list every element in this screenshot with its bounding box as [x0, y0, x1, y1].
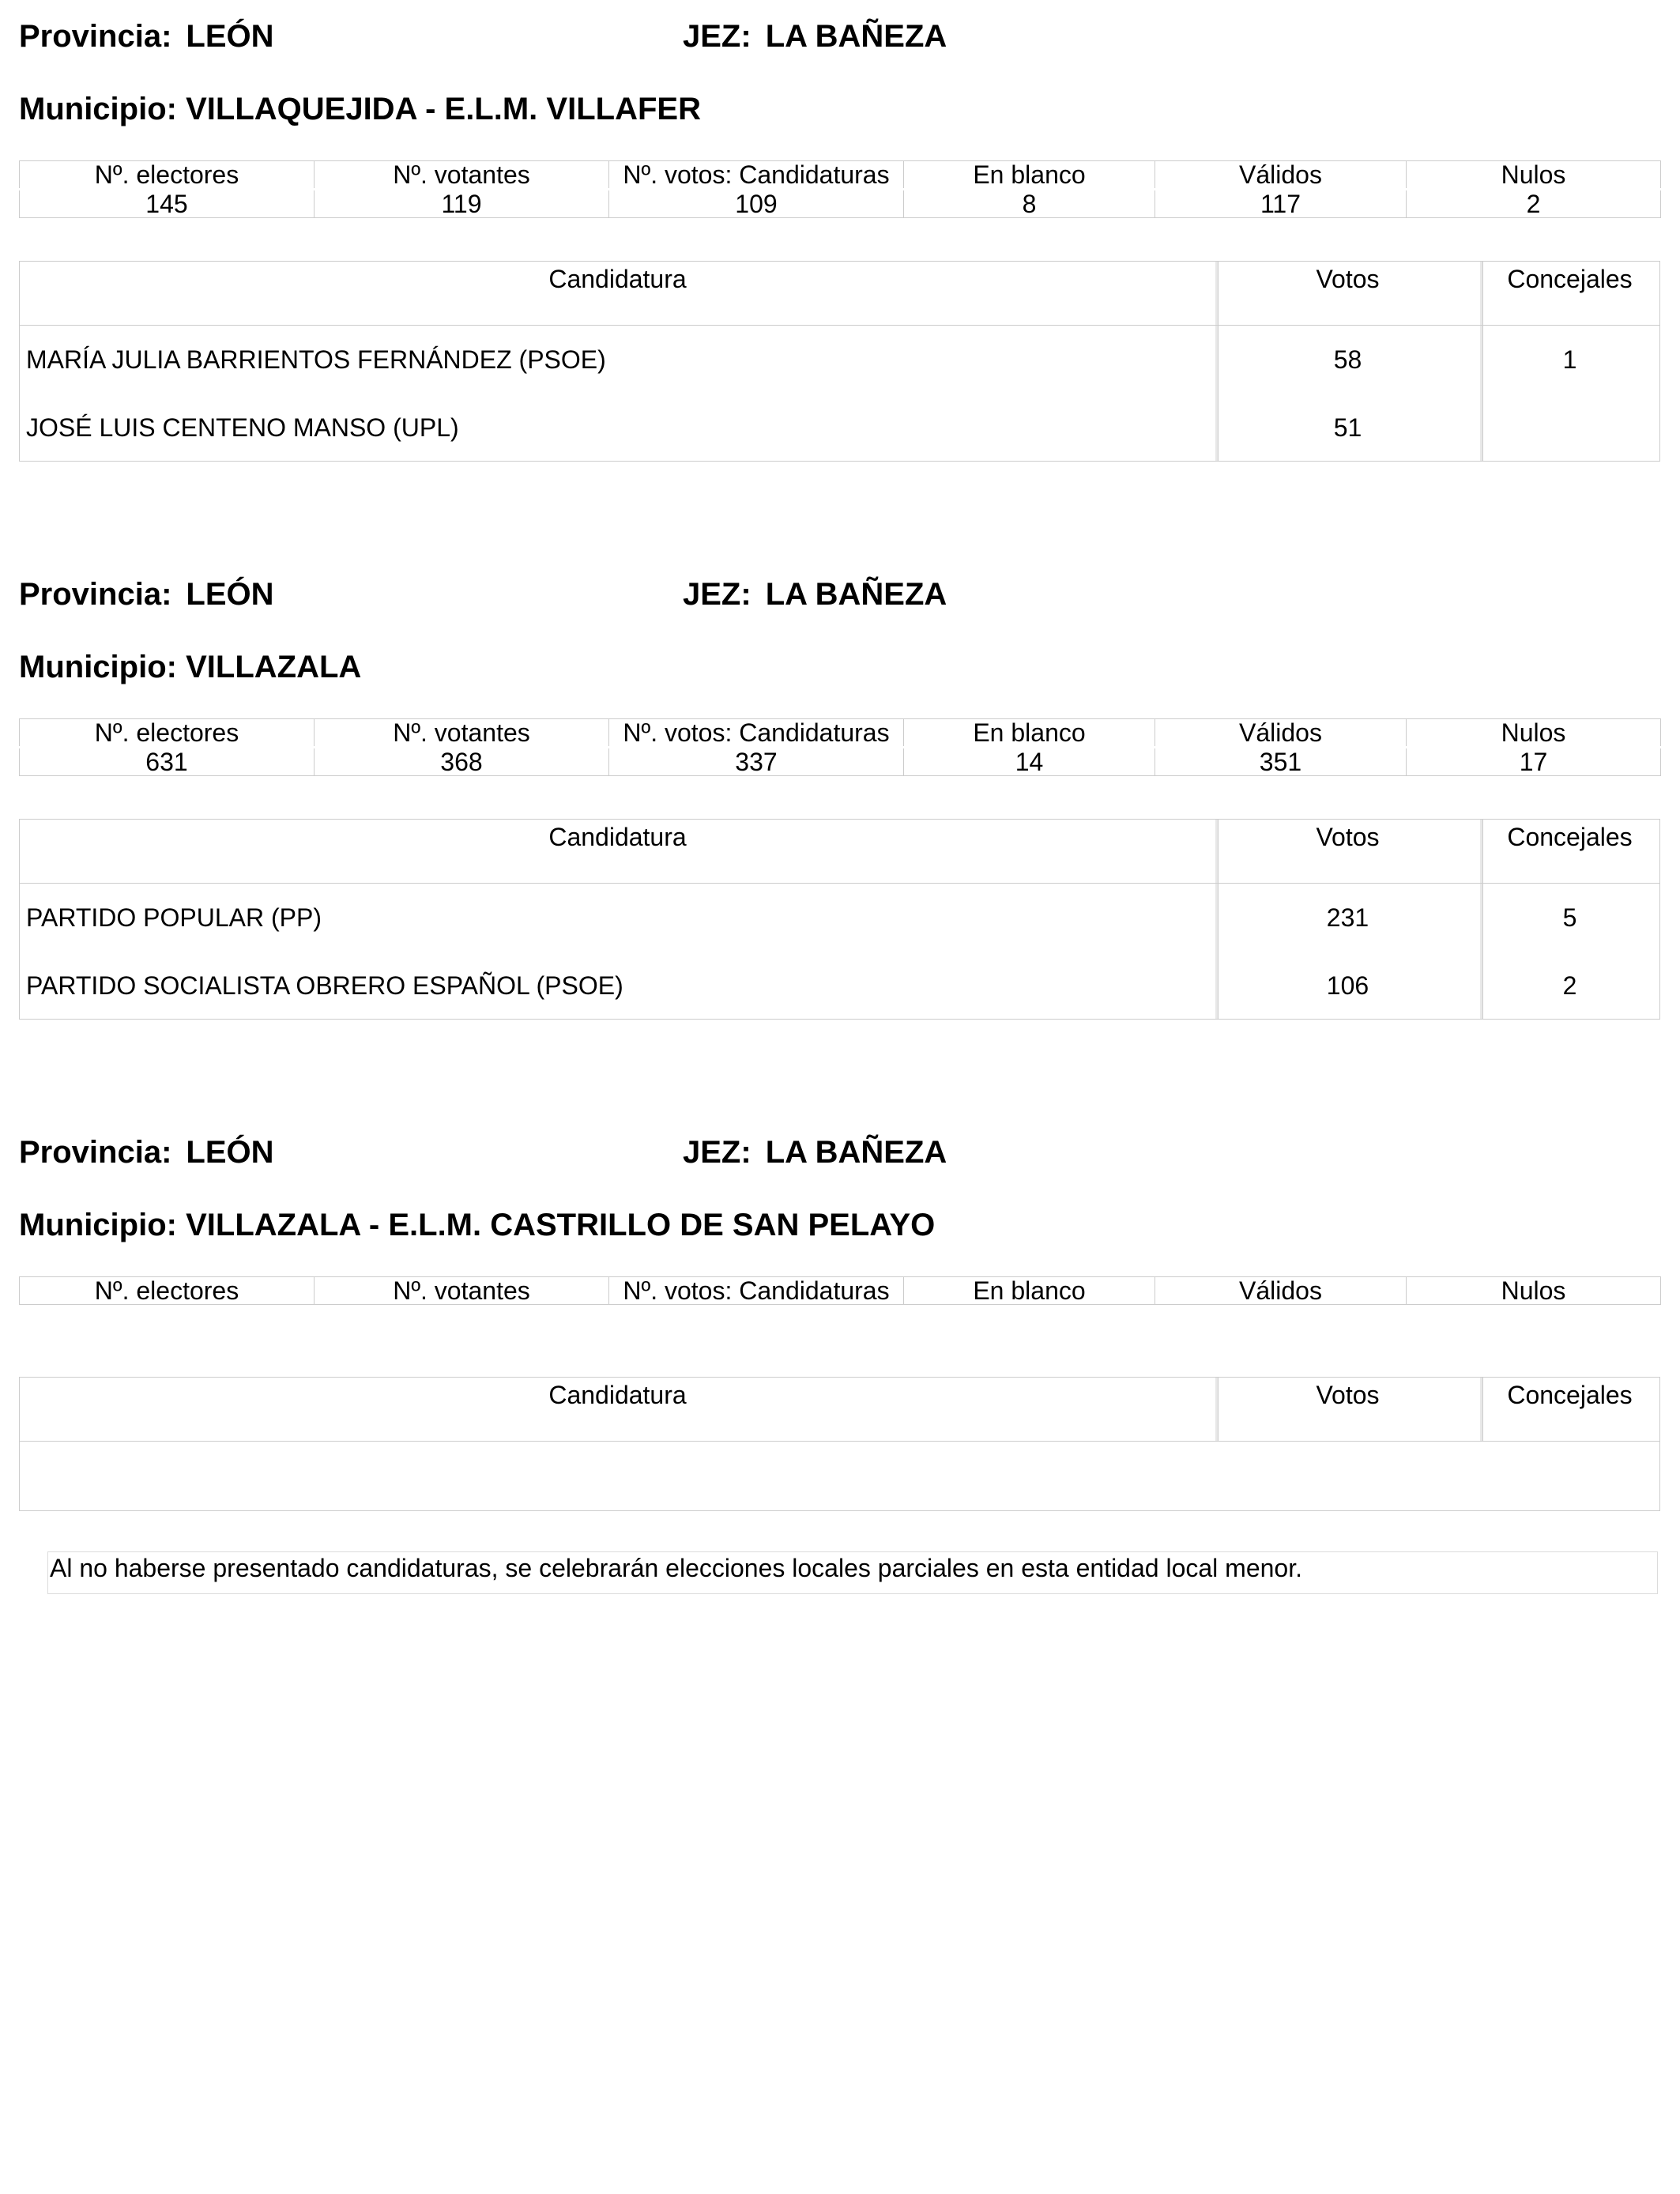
col-electores: Nº. electores: [20, 719, 315, 748]
col-blanco: En blanco: [904, 161, 1155, 190]
val-blanco: 14: [904, 748, 1155, 776]
header-candidatura: Candidatura: [548, 823, 687, 851]
municipio-value: VILLAQUEJIDA - E.L.M. VILLAFER: [186, 92, 701, 126]
candidate-name: MARÍA JULIA BARRIENTOS FERNÁNDEZ (PSOE): [26, 345, 606, 374]
col-votantes: Nº. votantes: [315, 161, 609, 190]
col-votantes: Nº. votantes: [315, 719, 609, 748]
municipio-value: VILLAZALA - E.L.M. CASTRILLO DE SAN PELAYO: [186, 1208, 936, 1242]
col-blanco: En blanco: [904, 1277, 1155, 1305]
candidate-row: [20, 393, 1659, 461]
header-candidatura: Candidatura: [548, 265, 687, 293]
stats-values-row: [20, 748, 1661, 776]
stats-table: [19, 718, 1661, 776]
header-votos: Votos: [1316, 265, 1380, 293]
candidate-name: JOSÉ LUIS CENTENO MANSO (UPL): [26, 413, 459, 442]
municipio-section-2: [0, 558, 1680, 1111]
provincia-value: LEÓN: [186, 19, 274, 54]
jez-value: LA BAÑEZA: [765, 19, 947, 54]
municipio-value: VILLAZALA: [186, 650, 362, 684]
candidate-name: PARTIDO POPULAR (PP): [26, 903, 322, 932]
val-electores: 145: [20, 190, 315, 218]
col-validos: Válidos: [1155, 719, 1407, 748]
candidate-votos: 106: [1326, 971, 1369, 1000]
col-candidaturas: Nº. votos: Candidaturas: [609, 719, 904, 748]
municipio-label: Municipio:: [19, 650, 177, 684]
col-candidaturas: Nº. votos: Candidaturas: [609, 1277, 904, 1305]
municipio-label: Municipio:: [19, 92, 177, 126]
jez-value: LA BAÑEZA: [765, 577, 947, 612]
val-validos: 351: [1155, 748, 1407, 776]
col-votantes: Nº. votantes: [315, 1277, 609, 1305]
provincia-value: LEÓN: [186, 577, 274, 612]
provincia-line: [19, 577, 274, 613]
notice-text: Al no haberse presentado candidaturas, se celebrarán elecciones locales parciales en esta entidad local menor.: [47, 1551, 1658, 1594]
candidaturas-table: [19, 819, 1660, 1020]
candidaturas-table: [19, 261, 1660, 462]
candidate-votos: 58: [1333, 345, 1362, 374]
stats-header-row: [20, 719, 1661, 748]
candidate-row: [20, 883, 1659, 951]
val-electores: 631: [20, 748, 315, 776]
val-blanco: 8: [904, 190, 1155, 218]
provincia-line: [19, 19, 274, 55]
col-blanco: En blanco: [904, 719, 1155, 748]
val-candidaturas: 337: [609, 748, 904, 776]
val-votantes: 119: [315, 190, 609, 218]
col-validos: Válidos: [1155, 161, 1407, 190]
stats-header-row: [20, 1277, 1661, 1305]
val-nulos: 17: [1407, 748, 1661, 776]
header-concejales: Concejales: [1507, 265, 1633, 293]
jez-label: JEZ:: [683, 19, 751, 54]
municipio-line: [19, 92, 701, 127]
jez-label: JEZ:: [683, 1135, 751, 1170]
jez-value: LA BAÑEZA: [765, 1135, 947, 1170]
jez-line: [683, 577, 947, 613]
stats-header-row: [20, 161, 1661, 190]
header-concejales: Concejales: [1507, 1381, 1633, 1409]
header-votos: Votos: [1316, 1381, 1380, 1409]
candidaturas-header: [20, 1378, 1659, 1442]
candidate-name: PARTIDO SOCIALISTA OBRERO ESPAÑOL (PSOE): [26, 971, 623, 1000]
jez-label: JEZ:: [683, 577, 751, 612]
col-electores: Nº. electores: [20, 161, 315, 190]
candidate-concejales: 2: [1562, 971, 1577, 1000]
val-nulos: 2: [1407, 190, 1661, 218]
municipio-line: [19, 650, 361, 685]
provincia-label: Provincia:: [19, 577, 172, 612]
val-candidaturas: 109: [609, 190, 904, 218]
provincia-line: [19, 1135, 274, 1171]
col-electores: Nº. electores: [20, 1277, 315, 1305]
val-votantes: 368: [315, 748, 609, 776]
municipio-label: Municipio:: [19, 1208, 177, 1242]
candidaturas-header: [20, 262, 1659, 326]
header-candidatura: Candidatura: [548, 1381, 687, 1409]
candidate-row: [20, 325, 1659, 393]
jez-line: [683, 19, 947, 55]
header-concejales: Concejales: [1507, 823, 1633, 851]
candidaturas-table: [19, 1377, 1660, 1511]
col-nulos: Nulos: [1407, 1277, 1661, 1305]
stats-table: [19, 1276, 1661, 1305]
jez-line: [683, 1135, 947, 1171]
provincia-label: Provincia:: [19, 19, 172, 54]
municipio-section-1: [0, 0, 1680, 553]
col-validos: Válidos: [1155, 1277, 1407, 1305]
val-validos: 117: [1155, 190, 1407, 218]
col-candidaturas: Nº. votos: Candidaturas: [609, 161, 904, 190]
col-nulos: Nulos: [1407, 719, 1661, 748]
stats-table: [19, 160, 1661, 218]
col-nulos: Nulos: [1407, 161, 1661, 190]
candidaturas-header: [20, 820, 1659, 884]
candidate-votos: 231: [1326, 903, 1369, 932]
candidate-row: [20, 951, 1659, 1019]
provincia-value: LEÓN: [186, 1135, 274, 1170]
stats-values-row: [20, 190, 1661, 218]
candidate-concejales: 5: [1562, 903, 1577, 932]
header-votos: Votos: [1316, 823, 1380, 851]
provincia-label: Provincia:: [19, 1135, 172, 1170]
candidate-votos: 51: [1333, 413, 1362, 442]
candidate-concejales: 1: [1562, 345, 1577, 374]
municipio-line: [19, 1208, 935, 1243]
